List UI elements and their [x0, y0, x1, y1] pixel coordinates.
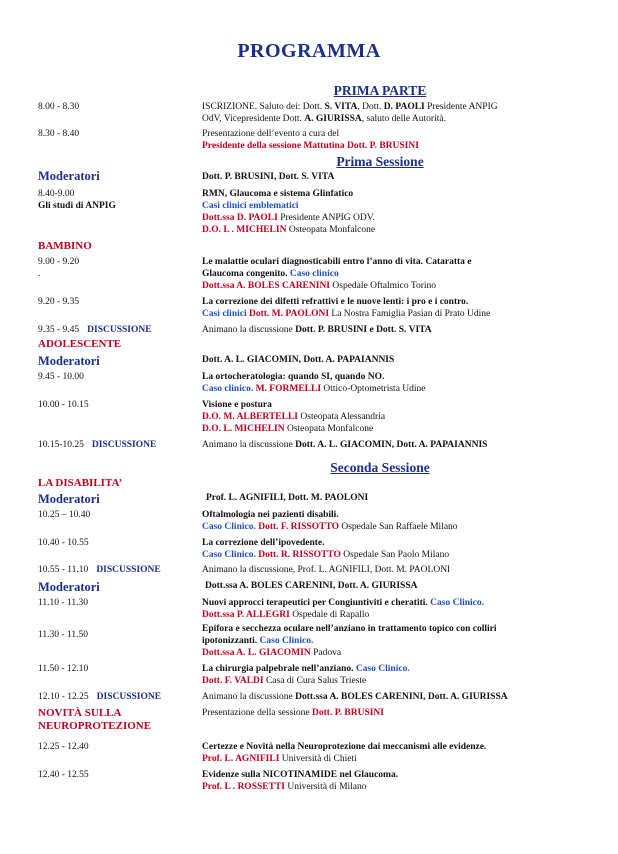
schedule-row [0, 101, 618, 128]
section-label-line: NOVITÀ SULLA [38, 707, 122, 719]
talk-title: Le malattie oculari diagnosticabili entro l’anno di vita. Cataratta e [202, 257, 472, 267]
schedule-entry [202, 509, 602, 533]
page-title: PROGRAMMA [237, 40, 381, 62]
talk-title: Certezze e Novità nella Neuroprotezione dai meccanismi alle evidenze. [202, 742, 487, 752]
speaker-name: Dott. F. VALDI [202, 676, 264, 686]
affiliation: Ospedale Oftalmico Torino [330, 281, 437, 291]
affiliation: Padova [310, 648, 342, 658]
affiliation: Università di Milano [284, 782, 367, 792]
schedule-entry [202, 324, 602, 336]
schedule-row [0, 256, 618, 296]
talk-title: RMN, Glaucoma e sistema Glinfatico [202, 189, 354, 199]
schedule-entry [202, 663, 602, 687]
schedule-entry [202, 537, 602, 561]
case-label: Caso Clinico. [202, 522, 259, 532]
affiliation: La Nostra Famiglia Pasian di Prato Udine [329, 309, 491, 319]
moderators-label: Moderatori [38, 354, 100, 368]
label-row [0, 477, 618, 492]
schedule-row [0, 371, 618, 399]
schedule-row [0, 663, 618, 691]
time-value: 8.40-9.00 [38, 189, 75, 199]
section-label-adolescente: ADOLESCENTE [38, 338, 122, 350]
time-value: 10.55 - 11.10 [38, 565, 89, 575]
moderators-label: Moderatori [38, 580, 100, 594]
case-label: Casi clinici emblematici [202, 201, 299, 211]
section-heading-prima-parte: PRIMA PARTE [333, 83, 427, 98]
speaker-name: D. PAOLI [383, 102, 425, 112]
schedule-row [0, 691, 618, 707]
schedule-entry [202, 769, 602, 793]
moderators-row [0, 169, 618, 188]
schedule-row [0, 623, 618, 663]
talk-title: Glaucoma congenito. [202, 269, 290, 279]
time-slot: 12.25 - 12.40 [38, 742, 89, 752]
moderators-names: Dott.ssa A. BOLES CARENINI, Dott. A. GIURISSA [205, 581, 418, 591]
talk-title: Epifora e secchezza oculare nell’anziano in trattamento topico con colliri [202, 624, 497, 634]
time-value: 9.00 - 9.20 [38, 257, 80, 267]
time-slot: 9.45 - 10.00 [38, 372, 84, 382]
speaker-name: Dott. P. BRUSINI [312, 708, 384, 718]
time-slot [38, 439, 156, 451]
affiliation: Casa di Cura Salus Trieste [263, 676, 367, 686]
case-label: Caso Clinico. [430, 598, 484, 608]
case-label: Caso clinico. [202, 384, 256, 394]
moderators-row [0, 580, 618, 597]
schedule-row [0, 399, 618, 439]
entry-text: Animano la discussione [202, 692, 296, 702]
moderators-row [0, 492, 618, 509]
talk-title: La chirurgia palpebrale nell’anziano. [202, 664, 356, 674]
schedule-row [0, 741, 618, 769]
schedule [0, 80, 618, 797]
case-label: Caso Clinico. [259, 636, 314, 646]
schedule-row [0, 769, 618, 797]
moderators-names: Dott. A. L. GIACOMIN, Dott. A. PAPAIANNIS [202, 355, 395, 365]
speaker-name: Dott. F. RISSOTTO [258, 522, 339, 532]
schedule-entry [202, 256, 602, 292]
time-slot [38, 324, 152, 336]
entry-text: Presentazione della sessione [202, 708, 313, 718]
entry-text: , saluto delle Autorità. [361, 114, 446, 124]
speaker-name: Dott. P. BRUSINI e Dott. S. VITA [295, 325, 432, 335]
entry-text: Animano la discussione [202, 325, 296, 335]
affiliation: Osteopata Alessandria [298, 412, 386, 422]
discussion-label: DISCUSSIONE [96, 692, 162, 702]
talk-title: Oftalmologia nei pazienti disabili. [202, 510, 339, 520]
time-slot: 8.30 - 8.40 [38, 129, 80, 139]
entry-text: , Dott. [357, 102, 384, 112]
time-slot: 10.25 – 10.40 [38, 510, 91, 520]
moderators-label: Moderatori [38, 169, 100, 183]
section-label-disabilita: LA DISABILITA’ [38, 477, 123, 489]
section-label-bambino: BAMBINO [38, 240, 92, 252]
speaker-name: D.O. M. ALBERTELLI [202, 412, 299, 422]
entry-text: Animano la discussione, Prof. L. AGNIFILI, Dott. M. PAOLONI [202, 565, 451, 575]
speaker-name: Dott.ssa D. PAOLI [202, 213, 278, 223]
time-slot: 12.40 - 12.55 [38, 770, 89, 780]
label-row [0, 707, 618, 741]
schedule-entry [202, 188, 602, 236]
speaker-name: Prof. L . ROSSETTI [202, 782, 285, 792]
discussion-label: DISCUSSIONE [87, 325, 152, 335]
time-slot: 11.30 - 11.50 [38, 630, 88, 640]
schedule-row [0, 296, 618, 324]
case-label: Caso Clinico. [355, 664, 410, 674]
speaker-name: M. FORMELLI [255, 384, 322, 394]
affiliation: Ospedale di Rapallo [289, 610, 370, 620]
schedule-entry [202, 623, 602, 659]
schedule-row [0, 324, 618, 338]
heading-row [0, 459, 618, 477]
entry-text: ISCRIZIONE. Saluto dei: Dott. [202, 102, 325, 112]
talk-title: La correzione dei difetti refrattivi e le nuove lenti: i pro e i contro. [202, 297, 469, 307]
moderators-names: Dott. P. BRUSINI, Dott. S. VITA [202, 172, 335, 182]
speaker-name: Dott.ssa A. BOLES CARENINI, Dott. A. GIURISSA [295, 692, 508, 702]
entry-text: OdV, Vicepresidente Dott. [202, 114, 305, 124]
heading-row [0, 80, 618, 101]
schedule-entry [202, 597, 602, 621]
speaker-name: Dott. A. L. GIACOMIN, Dott. A. PAPAIANNIS [295, 440, 488, 450]
time-slot [38, 691, 161, 703]
talk-title: ipotonizzanti. [202, 636, 260, 646]
time-value: 9.35 - 9.45 [38, 325, 80, 335]
schedule-entry [202, 707, 602, 719]
schedule-entry [202, 128, 602, 152]
affiliation: Università di Chieti [279, 754, 357, 764]
schedule-entry [202, 564, 602, 576]
section-heading-prima-sessione: Prima Sessione [336, 154, 424, 169]
time-slot [38, 188, 116, 212]
talk-title: Visione e postura [202, 400, 272, 410]
speaker-name: D.O. L . MICHELIN [202, 225, 287, 235]
affiliation: Ottico-Optometrista Udine [321, 384, 426, 394]
time-slot [38, 256, 79, 280]
time-value: 12.10 - 12.25 [38, 692, 89, 702]
schedule-row [0, 128, 618, 153]
entry-text: Presentazione dell’evento a cura del [202, 129, 340, 139]
speaker-name: D.O. L. MICHELIN [202, 424, 285, 434]
speaker-name: Dott.ssa P. ALLEGRI [202, 610, 290, 620]
schedule-entry [202, 439, 602, 451]
schedule-row [0, 439, 618, 459]
affiliation: Osteopata Monfalcone [286, 225, 376, 235]
schedule-row [0, 564, 618, 580]
session-president: Presidente della sessione Mattutina Dott. P. BRUSINI [202, 141, 419, 151]
schedule-entry [202, 101, 602, 125]
label-row [0, 240, 618, 256]
time-note: . [38, 269, 41, 279]
case-label: Caso Clinico. [202, 550, 259, 560]
moderators-row [0, 354, 618, 371]
section-heading-seconda-sessione: Seconda Sessione [330, 460, 430, 475]
schedule-row [0, 597, 618, 623]
heading-row [0, 153, 618, 169]
talk-title: La ortocheratologia: quando SI, quando NO. [202, 372, 385, 382]
schedule-entry [202, 691, 602, 703]
case-label: Caso clinico [289, 269, 339, 279]
talk-title: Evidenze sulla NICOTINAMIDE nel Glaucoma. [202, 770, 399, 780]
affiliation: Ospedale San Paolo Milano [340, 550, 450, 560]
label-row [0, 338, 618, 354]
time-slot [38, 564, 161, 576]
speaker-name: Prof. L. AGNIFILI [202, 754, 280, 764]
schedule-row [0, 537, 618, 564]
moderators-label: Moderatori [38, 492, 100, 506]
speaker-name: Dott. R. RISSOTTO [258, 550, 341, 560]
schedule-entry [202, 399, 602, 435]
time-slot: 11.10 - 11.30 [38, 598, 88, 608]
moderators-names: Prof. L. AGNIFILI, Dott. M. PAOLONI [206, 493, 369, 503]
entry-text: Presidente ANPIG [424, 102, 498, 112]
speaker-name: A. GIURISSA [304, 114, 362, 124]
time-slot: 9.20 - 9.35 [38, 297, 80, 307]
time-slot: 8.00 - 8.30 [38, 102, 80, 112]
time-slot: 10.40 - 10.55 [38, 538, 89, 548]
schedule-row [0, 188, 618, 240]
time-note: Gli studi di ANPIG [38, 201, 116, 211]
entry-text: Animano la discussione [202, 440, 296, 450]
affiliation: Osteopata Monfalcone [284, 424, 374, 434]
time-slot: 10.00 - 10.15 [38, 400, 89, 410]
schedule-row [0, 509, 618, 537]
time-slot: 11.50 - 12.10 [38, 664, 89, 674]
speaker-name: Dott. M. PAOLONI [248, 309, 330, 319]
section-label-novita [38, 707, 151, 733]
talk-title: Nuovi approcci terapeutici per Congiuntiviti e cheratiti. [202, 598, 431, 608]
discussion-label: DISCUSSIONE [96, 565, 161, 575]
schedule-entry [202, 741, 602, 765]
schedule-entry [202, 296, 602, 320]
speaker-name: S. VITA [324, 102, 358, 112]
schedule-entry [202, 371, 602, 395]
affiliation: Ospedale San Raffaele Milano [339, 522, 458, 532]
affiliation: Presidente ANPIG ODV. [277, 213, 375, 223]
speaker-name: Dott.ssa A. L. GIACOMIN [202, 648, 311, 658]
talk-title: La correzione dell’ipovedente. [202, 538, 325, 548]
discussion-label: DISCUSSIONE [91, 440, 157, 450]
section-label-line: NEUROPROTEZIONE [38, 720, 152, 732]
speaker-name: Dott.ssa A. BOLES CARENINI [202, 281, 331, 291]
case-label: Casi clinici [202, 309, 249, 319]
time-value: 10.15-10.25 [38, 440, 84, 450]
